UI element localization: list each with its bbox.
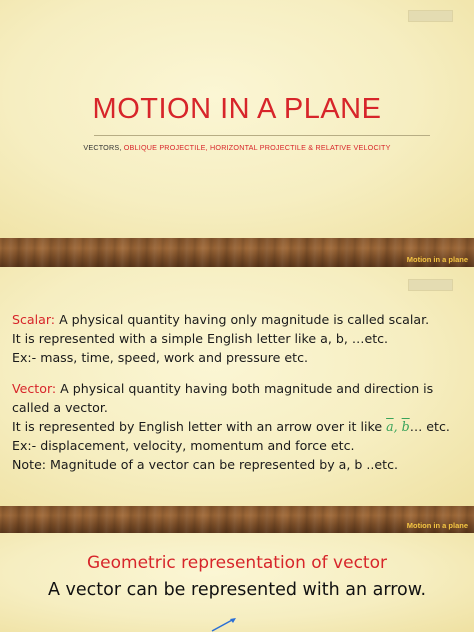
vector-b-symbol: $\overline{b}$ bbox=[401, 419, 410, 434]
vector-a-symbol: $\overline{a}$ bbox=[386, 419, 394, 434]
subtitle-prefix: VECTORS, bbox=[83, 143, 124, 152]
vector-definition bbox=[12, 379, 468, 398]
title-divider bbox=[94, 135, 430, 136]
wood-footer-strip bbox=[0, 506, 474, 533]
scalar-term: Scalar: bbox=[12, 312, 56, 327]
vector-line-1: A physical quantity having both magnitude and direction is bbox=[56, 381, 434, 396]
scalar-line-3: Ex:- mass, time, speed, work and pressure etc. bbox=[12, 350, 309, 365]
scalar-line-2: It is represented with a simple English letter like a, b, …etc. bbox=[12, 331, 389, 346]
vector-line-3-end: … etc. bbox=[409, 419, 450, 434]
footer-label: Motion in a plane bbox=[406, 521, 468, 530]
vector-symbol-separator: , bbox=[393, 419, 402, 434]
vector-line-3-text: It is represented by English letter with an arrow over it like bbox=[12, 419, 387, 434]
wood-footer-strip bbox=[0, 238, 474, 267]
vector-line-2: called a vector. bbox=[12, 400, 108, 415]
slide-heading: Geometric representation of vector bbox=[87, 553, 387, 573]
scalar-line-1: A physical quantity having only magnitude is called scalar. bbox=[55, 312, 430, 327]
scalar-definition bbox=[12, 310, 468, 329]
slide-corner-box bbox=[408, 279, 453, 291]
vector-line-4: Ex:- displacement, velocity, momentum and force etc. bbox=[12, 438, 355, 453]
slide-title: MOTION IN A PLANE bbox=[92, 93, 382, 125]
slide-body-text: A vector can be represented with an arrow. bbox=[47, 580, 427, 600]
vector-arrow-icon bbox=[200, 613, 260, 632]
footer-label: Motion in a plane bbox=[406, 255, 468, 264]
slide-corner-box bbox=[408, 10, 453, 22]
title-slide bbox=[0, 0, 474, 238]
definitions-slide bbox=[0, 267, 474, 506]
vector-line-3 bbox=[12, 417, 468, 436]
vector-symbols bbox=[386, 419, 410, 434]
geometric-representation-slide bbox=[0, 533, 474, 632]
vector-line-5: Note: Magnitude of a vector can be represented by a, b ..etc. bbox=[12, 457, 399, 472]
slide-subtitle bbox=[0, 143, 474, 152]
subtitle-topics: OBLIQUE PROJECTILE, HORIZONTAL PROJECTILE & RELATIVE VELOCITY bbox=[123, 143, 391, 152]
vector-term: Vector: bbox=[12, 381, 57, 396]
